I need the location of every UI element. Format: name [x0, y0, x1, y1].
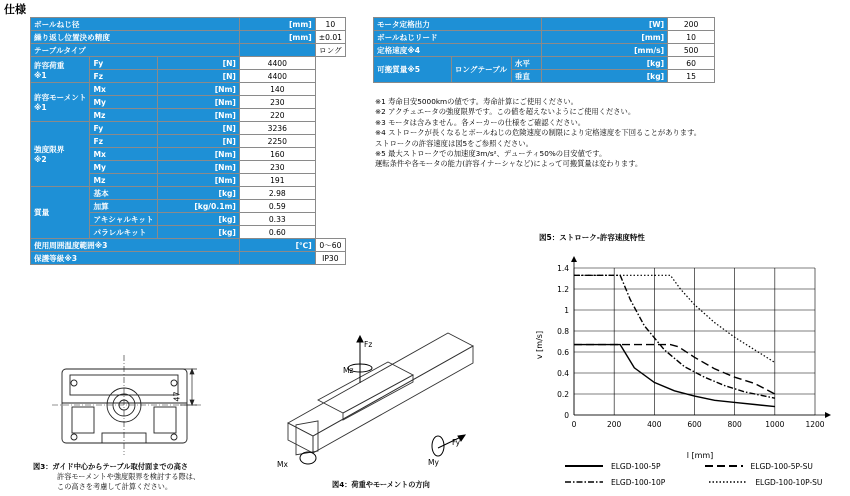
spec-value: 220 — [239, 109, 315, 122]
fig3-caption-line: 許容モーメントや強度限界を検討する際は、 — [57, 472, 201, 481]
chart-y-tick-label: 1 — [564, 306, 569, 315]
spec-sub-label: Fy — [90, 57, 157, 70]
chart-series-line-3 — [574, 275, 775, 362]
spec-sub-label: Mx — [90, 83, 157, 96]
spec-unit: [kg] — [157, 187, 239, 200]
chart-x-tick-label: 0 — [571, 420, 577, 429]
footnote: ※1 寿命目安5000kmの値です。寿命計算にご使用ください。 — [375, 97, 578, 106]
spec-value: 4400 — [239, 57, 315, 70]
chart-x-tick-label: 600 — [687, 420, 702, 429]
rated-speed-label: 定格速度※4 — [374, 44, 542, 57]
fig4-label-fy: Fy — [452, 438, 461, 447]
rated-speed-row — [374, 44, 715, 57]
spec-value: 2.98 — [239, 187, 315, 200]
chart-y-tick-label: 0.8 — [557, 327, 569, 336]
motor-output-label: モータ定格出力 — [374, 18, 542, 31]
motor-output-value: 200 — [668, 18, 715, 31]
spec-sub-label: アキシャルキット — [90, 213, 157, 226]
spec-label: テーブルタイプ — [31, 44, 240, 57]
spec-row — [31, 187, 346, 200]
vertical-label: 垂直 — [511, 70, 541, 83]
spec-table-main — [30, 17, 346, 265]
screw-lead-label: ボールねじリード — [374, 31, 542, 44]
spec-sub-label: Mz — [90, 174, 157, 187]
footnotes — [375, 97, 701, 170]
spec-group-note: ※1 — [34, 103, 47, 112]
fig3-caption — [33, 462, 200, 492]
legend-item-5p — [565, 458, 661, 474]
horizontal-value: 60 — [668, 57, 715, 70]
spec-group-note: ※1 — [34, 70, 47, 80]
chart-x-tick-label: 400 — [647, 420, 662, 429]
spec-sub-label: パラレルキット — [90, 226, 157, 239]
spec-value: ロング — [315, 44, 345, 57]
motor-output-unit: [W] — [541, 18, 667, 31]
chart-x-tick-label: 800 — [727, 420, 742, 429]
rated-speed-unit: [mm/s] — [541, 44, 667, 57]
spec-value: 0.60 — [239, 226, 315, 239]
spec-group-name: 質量 — [34, 208, 50, 217]
spec-label: 使用周囲温度範囲※3 — [31, 239, 240, 252]
spec-unit: [Nm] — [157, 161, 239, 174]
spec-sub-label: 加算 — [90, 200, 157, 213]
spec-unit: [N] — [157, 135, 239, 148]
spec-value: 3236 — [239, 122, 315, 135]
spec-value: 4400 — [239, 70, 315, 83]
spec-unit: [kg] — [157, 226, 239, 239]
page-title: 仕様 — [4, 3, 26, 16]
spec-unit: [N] — [157, 70, 239, 83]
vertical-unit: [kg] — [541, 70, 667, 83]
spec-value: 140 — [239, 83, 315, 96]
chart-x-axis-arrow — [825, 412, 831, 418]
spec-group-name: 強度限界 — [34, 145, 65, 154]
fig4-label-mz: Mz — [343, 366, 354, 375]
spec-group-label — [31, 187, 90, 239]
spec-group-label — [31, 83, 90, 122]
spec-unit: [kg/0.1m] — [157, 200, 239, 213]
screw-lead-value: 10 — [668, 31, 715, 44]
chart-series-line-0 — [574, 345, 775, 407]
spec-unit: [Nm] — [157, 109, 239, 122]
chart-y-axis-arrow — [571, 256, 577, 262]
spec-sub-label: 基本 — [90, 187, 157, 200]
spec-sub-label: Fz — [90, 135, 157, 148]
spec-row — [31, 57, 346, 70]
spec-sub-label: Mz — [90, 109, 157, 122]
chart-y-tick-label: 1.4 — [557, 264, 569, 273]
legend-item-5p-su — [705, 458, 813, 474]
chart-y-tick-label: 1.2 — [557, 285, 569, 294]
fig4-label-mx: Mx — [277, 460, 288, 469]
spec-value: 0.59 — [239, 200, 315, 213]
spec-value: 160 — [239, 148, 315, 161]
footnote: ※4 ストロークが長くなるとボールねじの危険速度の制限により定格速度を下回ることがあります。 — [375, 128, 702, 138]
horizontal-label: 水平 — [511, 57, 541, 70]
chart-y-tick-label: 0 — [564, 411, 569, 420]
spec-row — [31, 252, 346, 265]
chart-y-tick-label: 0.2 — [557, 390, 569, 399]
spec-value: 230 — [239, 96, 315, 109]
fig3-caption-title: 図3：ガイド中心からテーブル取付面までの高さ — [33, 462, 189, 471]
spec-label: 繰り返し位置決め精度 — [31, 31, 240, 44]
spec-unit: [℃] — [239, 239, 315, 252]
spec-group-label — [31, 122, 90, 187]
spec-row — [31, 31, 346, 44]
legend-label: ELGD-100-10P-SU — [755, 477, 823, 487]
legend-label: ELGD-100-10P — [611, 477, 666, 487]
chart-series-line-2 — [574, 275, 775, 398]
spec-unit: [Nm] — [157, 174, 239, 187]
speed-chart — [530, 250, 845, 462]
legend-label: ELGD-100-5P-SU — [750, 461, 813, 471]
spec-unit: [mm] — [239, 31, 315, 44]
footnote: 運転条件や各モータの能力(許容イナーシャなど)によって可搬質量は変わります。 — [375, 159, 643, 169]
spec-group-name: 許容モーメント — [34, 93, 87, 102]
legend-line-dot — [709, 479, 747, 485]
chart-y-tick-label: 0.6 — [557, 348, 569, 357]
spec-value: ±0.01 — [315, 31, 345, 44]
spec-label: 保護等級※3 — [31, 252, 240, 265]
spec-unit: [N] — [157, 122, 239, 135]
spec-value: 0.33 — [239, 213, 315, 226]
motor-output-row — [374, 18, 715, 31]
spec-row — [31, 44, 346, 57]
footnote: ※5 最大ストロークでの加速度3m/s²、デューティ50%の目安値です。 — [375, 149, 607, 159]
spec-sub-label: My — [90, 161, 157, 174]
spec-unit — [239, 252, 315, 265]
spec-sub-label: My — [90, 96, 157, 109]
spec-row — [31, 83, 346, 96]
spec-sub-label: Fy — [90, 122, 157, 135]
legend-line-dashdot — [565, 479, 603, 485]
vertical-value: 15 — [668, 70, 715, 83]
fig3-caption-line: この高さを考慮して計算ください。 — [57, 482, 173, 491]
payload-horizontal-row — [374, 57, 715, 70]
spec-value: 2250 — [239, 135, 315, 148]
spec-row — [31, 18, 346, 31]
payload-label: 可搬質量※5 — [374, 57, 452, 83]
spec-unit: [kg] — [157, 213, 239, 226]
rated-speed-value: 500 — [668, 44, 715, 57]
spec-group-note: ※2 — [34, 155, 47, 164]
legend-item-10p-su — [709, 474, 822, 490]
legend-item-10p — [565, 474, 665, 490]
horizontal-unit: [kg] — [541, 57, 667, 70]
chart-x-tick-label: 1200 — [805, 420, 825, 429]
fig4-label-my: My — [428, 458, 439, 467]
spec-unit: [N] — [157, 57, 239, 70]
spec-unit: [Nm] — [157, 83, 239, 96]
spec-value: 191 — [239, 174, 315, 187]
fig4-caption: 図4：荷重やモーメントの方向 — [332, 480, 430, 489]
spec-group-name: 許容荷重 — [34, 60, 65, 70]
fig4-actuator-drawing — [278, 328, 478, 473]
spec-row — [31, 122, 346, 135]
spec-unit: [Nm] — [157, 96, 239, 109]
spec-label: ボールねじ径 — [31, 18, 240, 31]
chart-x-axis-label: l [mm] — [686, 451, 714, 460]
chart-y-tick-label: 0.4 — [557, 369, 569, 378]
chart-y-axis-label: v [m/s] — [535, 330, 544, 360]
screw-lead-row — [374, 31, 715, 44]
payload-sub-label: ロングテーブル — [451, 57, 511, 83]
fig3-cross-section-drawing — [52, 355, 202, 455]
screw-lead-unit: [mm] — [541, 31, 667, 44]
spec-value: 0〜60 — [315, 239, 345, 252]
chart-title: 図5：ストローク-許容速度特性 — [539, 233, 645, 242]
chart-legend — [565, 458, 822, 490]
spec-value: 230 — [239, 161, 315, 174]
footnote: ※3 モータは含みません。各メーカーの仕様をご確認ください。 — [375, 117, 586, 127]
spec-table-motor — [373, 17, 715, 83]
fig4-label-fz: Fz — [364, 340, 373, 349]
fig3-dimension-label: 47 — [172, 391, 182, 402]
spec-row — [31, 239, 346, 252]
spec-value: 10 — [315, 18, 345, 31]
legend-label: ELGD-100-5P — [611, 461, 661, 471]
spec-unit — [239, 44, 315, 57]
legend-line-solid — [565, 463, 603, 469]
spec-group-label — [31, 57, 90, 83]
spec-value: IP30 — [315, 252, 345, 265]
spec-sub-label: Fz — [90, 70, 157, 83]
chart-x-tick-label: 200 — [607, 420, 622, 429]
spec-unit: [Nm] — [157, 148, 239, 161]
spec-unit: [mm] — [239, 18, 315, 31]
legend-line-dash — [705, 463, 743, 469]
chart-x-tick-label: 1000 — [765, 420, 785, 429]
footnote: ※2 アクチュエータの強度限界です。この値を超えないようにご使用ください。 — [375, 107, 636, 117]
spec-sub-label: Mx — [90, 148, 157, 161]
footnote: ストロークの許容速度は図5をご参照ください。 — [375, 138, 533, 148]
